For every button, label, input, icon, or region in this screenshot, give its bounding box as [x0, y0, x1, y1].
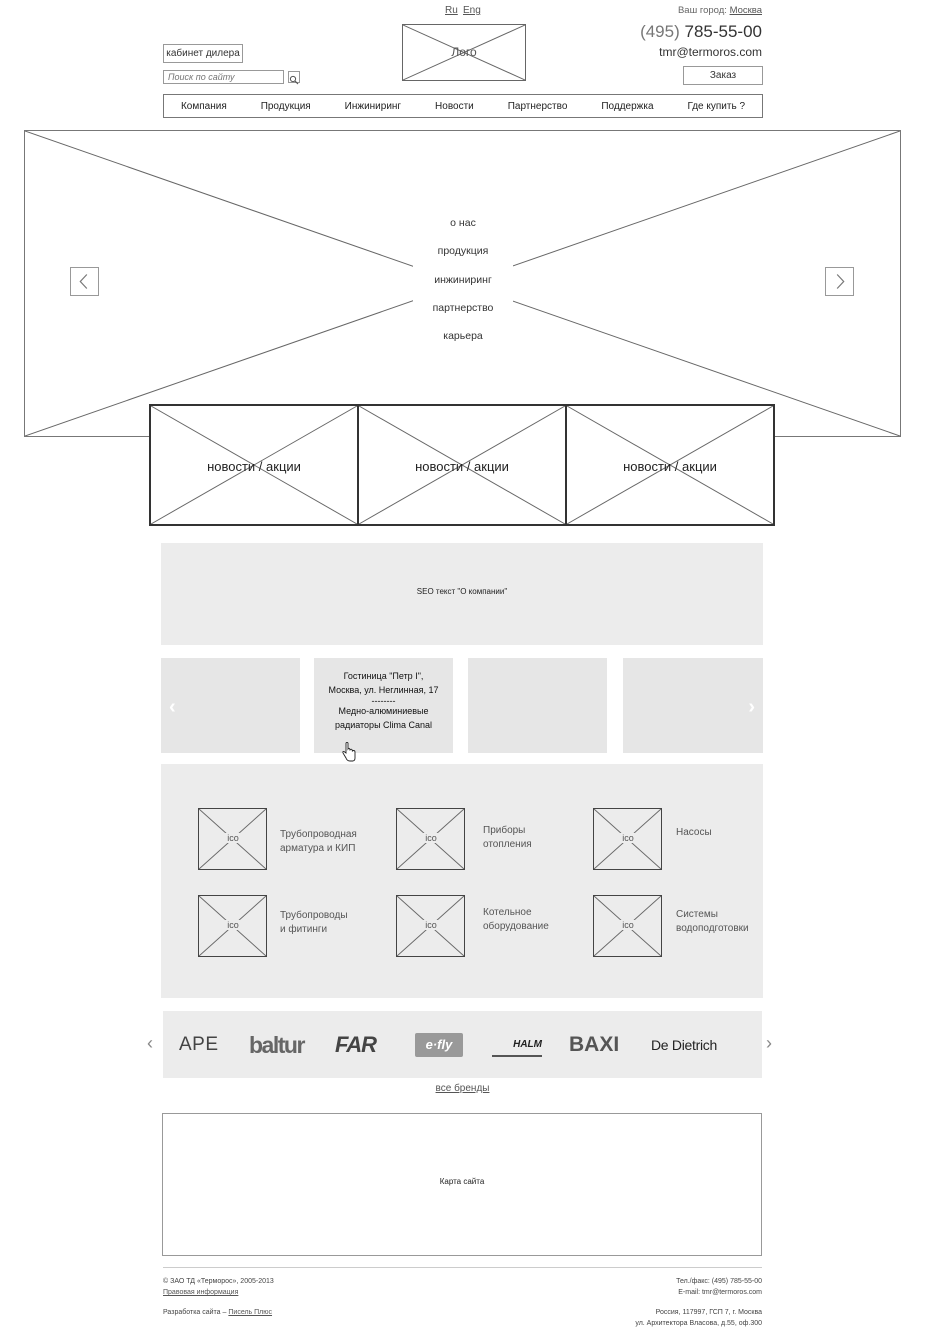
news-card[interactable] [565, 404, 775, 526]
icon-label: ico [222, 920, 244, 930]
nav-item-products[interactable]: Продукция [260, 100, 311, 112]
category-link[interactable]: Котельное оборудование [483, 907, 549, 932]
brand-logo-halm[interactable]: HALM [492, 1033, 542, 1057]
categories-panel [161, 764, 763, 998]
city-label: Ваш город: [677, 5, 727, 16]
chevron-left-icon[interactable]: ‹ [169, 696, 176, 718]
case-product: Медно-алюминиевые [338, 706, 429, 716]
nav-item-support[interactable]: Поддержка [601, 100, 654, 112]
lang-ru-link[interactable]: Ru [445, 5, 458, 16]
logo-label: Лого [451, 45, 477, 59]
chevron-right-icon [826, 268, 853, 295]
category-link[interactable]: Насосы [676, 827, 712, 838]
nav-item-news[interactable]: Новости [435, 100, 474, 112]
icon-label: ico [617, 833, 639, 843]
footer-address-1: Россия, 117997, ГСП 7, г. Москва [655, 1309, 762, 1316]
search-icon [289, 75, 299, 85]
footer-legal-link[interactable]: Правовая информация [163, 1289, 239, 1296]
news-card[interactable] [149, 404, 359, 526]
hero-next-button[interactable] [825, 267, 854, 296]
category-link[interactable]: Трубопроводная арматура и КИП [280, 829, 357, 854]
seo-text-block: SEO текст "О компании" [161, 543, 763, 645]
footer-divider [163, 1267, 762, 1268]
category-icon[interactable] [593, 895, 662, 957]
brand-logo-ape[interactable]: APE [179, 1034, 219, 1055]
brand-logo-baxi[interactable]: BAXI [569, 1033, 620, 1056]
hero-menu-item-about[interactable]: о нас [450, 217, 476, 229]
category-icon[interactable] [198, 895, 267, 957]
case-card[interactable] [468, 658, 607, 753]
brand-logo-efly[interactable]: e·fly [415, 1033, 463, 1057]
hero-menu-item-careers[interactable]: карьера [443, 330, 483, 343]
dealer-cabinet-button[interactable]: кабинет дилера [163, 44, 243, 63]
nav-item-partnership[interactable]: Партнерство [507, 100, 568, 112]
main-nav [163, 94, 763, 118]
developer-link[interactable]: Писель Плюс [228, 1309, 273, 1316]
news-card[interactable] [357, 404, 567, 526]
search-button[interactable] [288, 71, 300, 83]
category-icon[interactable] [593, 808, 662, 870]
lang-en-link[interactable]: Eng [463, 5, 481, 16]
chevron-right-icon[interactable]: › [748, 696, 755, 718]
news-card-label: новости / акции [415, 459, 509, 474]
case-card-active[interactable] [314, 658, 453, 753]
category-icon[interactable] [396, 895, 465, 957]
footer-right [635, 1276, 762, 1329]
header-email[interactable]: tmr@termoros.com [659, 45, 762, 59]
category-icon[interactable] [198, 808, 267, 870]
footer-email[interactable]: E-mail: tmr@termoros.com [678, 1289, 762, 1296]
footer-developer: Разработка сайта – Писель Плюс [163, 1309, 273, 1316]
footer-tel: Тел./факс: (495) 785-55-00 [676, 1278, 762, 1285]
case-card[interactable] [161, 658, 300, 753]
chevron-left-icon [71, 268, 98, 295]
case-divider: -------- [371, 696, 396, 706]
nav-item-company[interactable]: Компания [180, 100, 227, 112]
news-card-label: новости / акции [207, 459, 301, 474]
footer-left [163, 1276, 274, 1318]
hero-menu [413, 209, 513, 350]
logo-placeholder[interactable] [402, 24, 526, 81]
footer-address-2: ул. Архитектора Власова, д.55, оф.300 [635, 1320, 762, 1327]
icon-label: ico [617, 920, 639, 930]
order-button[interactable]: Заказ [683, 66, 763, 85]
brand-logo-baltur[interactable]: baltur [249, 1032, 304, 1058]
case-card[interactable] [623, 658, 763, 753]
category-icon[interactable] [396, 808, 465, 870]
all-brands-link[interactable]: все бренды [435, 1083, 490, 1094]
brand-logo-far[interactable]: FAR [335, 1032, 376, 1057]
nav-item-where-to-buy[interactable]: Где купить ? [687, 100, 746, 112]
phone-number: (495) 785-55-00 [640, 22, 762, 41]
city-link[interactable]: Москва [729, 5, 762, 16]
category-link[interactable]: Трубопроводы и фитинги [280, 910, 348, 935]
hero-slider [24, 130, 901, 437]
search-input[interactable] [163, 70, 284, 84]
hero-menu-item-products[interactable]: продукция [437, 245, 489, 258]
city-selector [678, 5, 762, 16]
hero-menu-item-engineering[interactable]: инжиниринг [434, 273, 492, 286]
news-card-label: новости / акции [623, 459, 717, 474]
sitemap-block: Карта сайта [162, 1113, 762, 1256]
brands-prev-button[interactable]: ‹ [147, 1033, 153, 1053]
hero-prev-button[interactable] [70, 267, 99, 296]
icon-label: ico [420, 920, 442, 930]
brand-logo-dedietrich[interactable]: De Dietrich [651, 1037, 717, 1053]
brands-next-button[interactable]: › [766, 1033, 772, 1053]
category-link[interactable]: Приборы отопления [483, 825, 532, 850]
case-address: Москва, ул. Неглинная, 17 [328, 684, 439, 695]
hero-menu-item-partnership[interactable]: партнерство [432, 301, 494, 314]
case-product-line2: радиаторы Clima Canal [334, 719, 433, 730]
footer-copyright: © ЗАО ТД «Терморос», 2005-2013 [163, 1278, 274, 1285]
brands-strip [163, 1011, 762, 1078]
nav-item-engineering[interactable]: Инжиниринг [344, 100, 402, 112]
icon-label: ico [420, 833, 442, 843]
category-link[interactable]: Системы водоподготовки [676, 909, 749, 934]
hand-cursor-icon [341, 742, 357, 762]
icon-label: ico [222, 833, 244, 843]
case-title: Гостиница "Петр I", [343, 671, 424, 681]
